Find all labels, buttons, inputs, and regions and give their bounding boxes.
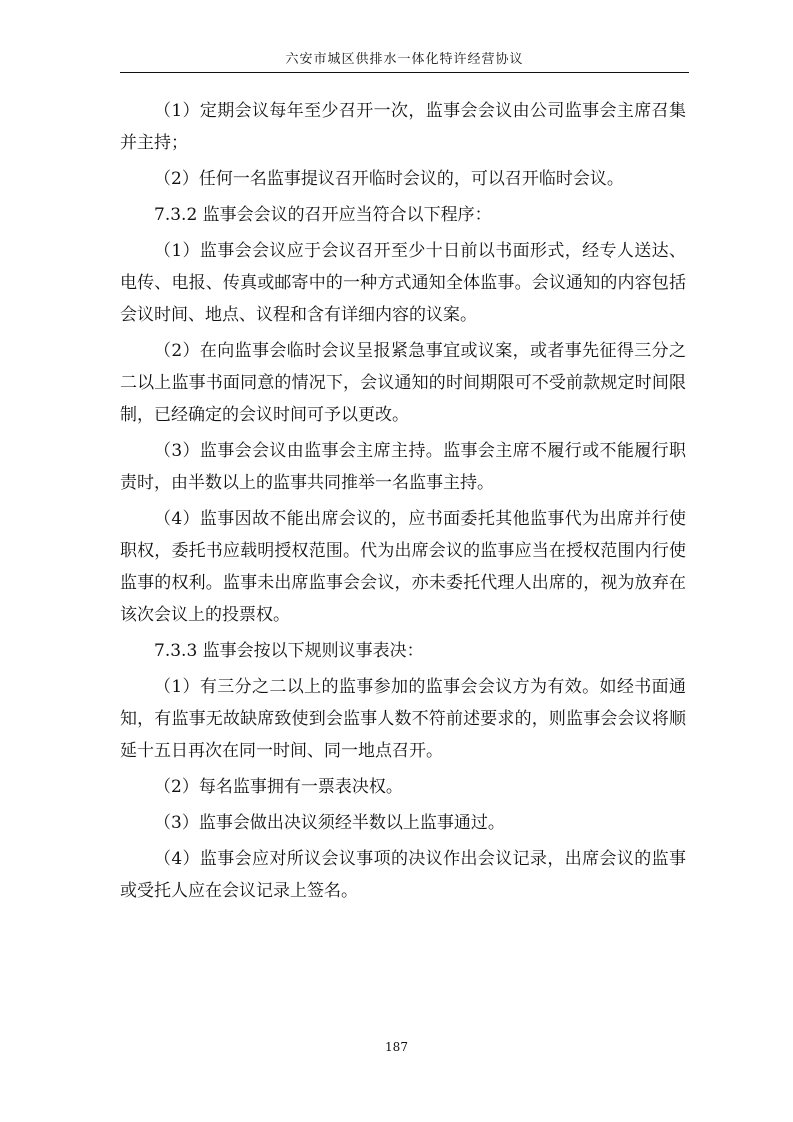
paragraph-meeting-minutes: （4）监事会应对所议会议事项的决议作出会议记录，出席会议的监事或受托人应在会议记录上签名。	[120, 849, 686, 901]
section-heading-7-3-3: 7.3.3 监事会按以下规则议事表决：	[154, 641, 424, 661]
header-divider	[120, 72, 689, 73]
section-heading-7-3-2: 7.3.2 监事会会议的召开应当符合以下程序：	[154, 205, 492, 225]
page-header: 六安市城区供排水一体化特许经营协议	[285, 52, 524, 67]
paragraph-meeting-notice: （1）监事会会议应于会议召开至少十日前以书面形式，经专人送达、电传、电报、传真或邮寄中的一种方式通知全体监事。会议通知的内容包括会议时间、地点、议程和含有详细内容的议案。	[120, 241, 686, 325]
paragraph-proxy-attendance: （4）监事因故不能出席会议的，应书面委托其他监事代为出席并行使职权，委托书应载明授权范围。代为出席会议的监事应当在授权范围内行使监事的权利。监事未出席监事会会议，亦未委托代理人出席的，视为放弃在该次会议上的投票权。	[120, 509, 686, 625]
paragraph-interim-meeting: （2）任何一名监事提议召开临时会议的，可以召开临时会议。	[154, 169, 624, 189]
paragraph-voting-right: （2）每名监事拥有一票表决权。	[154, 777, 403, 797]
document-body	[120, 95, 686, 911]
page-number: 187	[385, 1040, 408, 1054]
paragraph-urgent-matters: （2）在向监事会临时会议呈报紧急事宜或议案，或者事先征得三分之二以上监事书面同意的情况下，会议通知的时间期限可不受前款规定时间限制，已经确定的会议时间可予以更改。	[120, 341, 686, 425]
paragraph-meeting-chair: （3）监事会会议由监事会主席主持。监事会主席不履行或不能履行职责时，由半数以上的监事共同推举一名监事主持。	[120, 441, 686, 493]
paragraph-resolution-majority: （3）监事会做出决议须经半数以上监事通过。	[154, 813, 505, 833]
paragraph-quorum: （1）有三分之二以上的监事参加的监事会会议方为有效。如经书面通知，有监事无故缺席致使到会监事人数不符前述要求的，则监事会会议将顺延十五日再次在同一时间、同一地点召开。	[120, 677, 686, 761]
paragraph-regular-meeting: （1）定期会议每年至少召开一次，监事会会议由公司监事会主席召集并主持；	[120, 101, 686, 153]
